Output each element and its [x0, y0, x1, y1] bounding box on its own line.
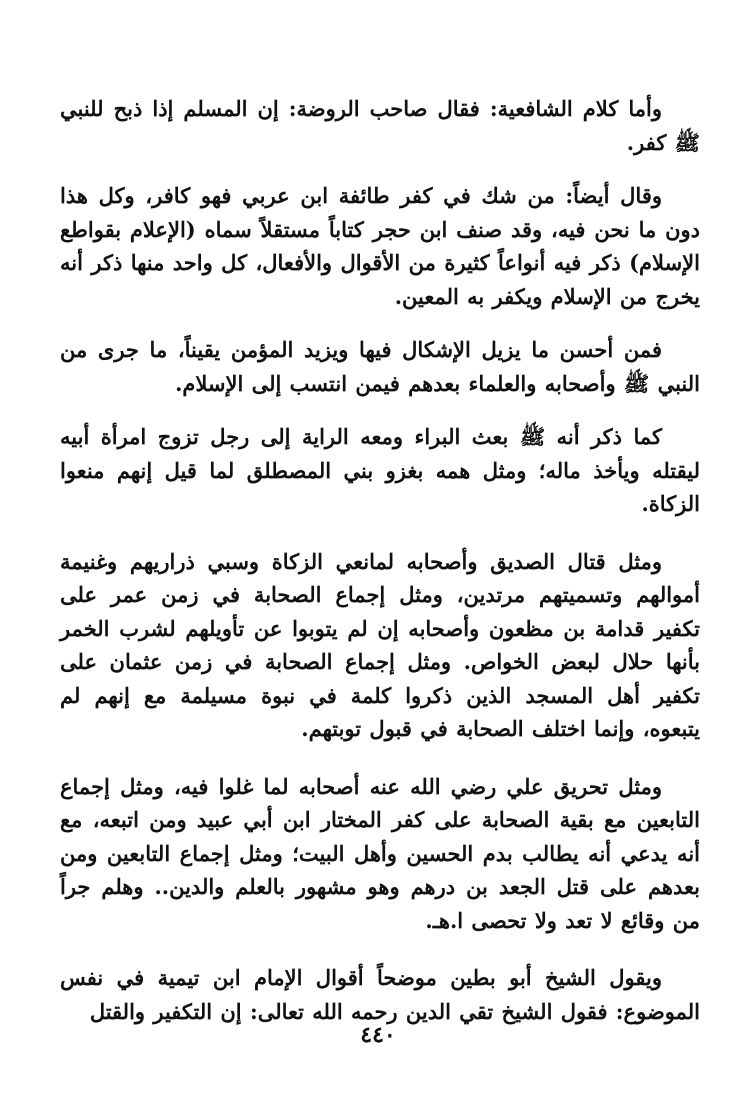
paragraph-ibn-arabi: وقال أيضاً: من شك في كفر طائفة ابن عربي فهو كافر، وكل هذا دون ما نحن فيه، وقد صنف ابن حجر كتاباً مستقلاً سماه (الإعلام بقواطع الإسلام) ذكر فيه أنواعاً كثيرة من الأقوال والأفعال، كل واحد منها ذكر أنه يخرج من الإسلام ويكفر به المعين. [60, 183, 700, 309]
paragraph-removing-confusion: فمن أحسن ما يزيل الإشكال فيها ويزيد المؤمن يقيناً، ما جرى من النبي ﷺ وأصحابه والعلماء بعدهم فيمن انتسب إلى الإسلام. [60, 337, 700, 396]
paragraph-shafii-statement: وأما كلام الشافعية: فقال صاحب الروضة: إن المسلم إذا ذبح للنبي ﷺ كفر. [60, 96, 700, 155]
document-body [60, 92, 700, 1028]
page-number: ٤٤٠ [360, 1022, 396, 1048]
paragraph-ali-burning: ومثل تحريق علي رضي الله عنه أصحابه لما غلوا فيه، ومثل إجماع التابعين مع بقية الصحابة على كفر المختار ابن أبي عبيد ومن اتبعه، مع أنه يدعي أنه يطالب بدم الحسين وأهل البيت؛ ومثل إجماع التابعين ومن بعدهم على قتل الجعد بن درهم وهو مشهور بالعلم والدين.. وهلم جراً من وقائع لا تعد ولا تحصى ا.هـ. [60, 773, 700, 933]
paragraph-bara-banner: كما ذكر أنه ﷺ بعث البراء ومعه الراية إلى رجل تزوج امرأة أبيه ليقتله ويأخذ ماله؛ ومثل همه بغزو بني المصطلق لما قيل إنهم منعوا الزكاة. [60, 424, 700, 516]
paragraph-abu-butayn: ويقول الشيخ أبو بطين موضحاً أقوال الإمام ابن تيمية في نفس الموضوع: فقول الشيخ تقي الدين رحمه الله تعالى: إن التكفير والقتل [60, 965, 700, 1024]
paragraph-siddiq-war: ومثل قتال الصديق وأصحابه لمانعي الزكاة وسبي ذراريهم وغنيمة أموالهم وتسميتهم مرتدين، ومثل إجماع الصحابة في زمن عمر على تكفير قدامة بن مظعون وأصحابه إن لم يتوبوا عن تأويلهم لشرب الخمر بأنها حلال لبعض الخواص. ومثل إجماع الصحابة في زمن عثمان على تكفير أهل المسجد الذين ذكروا كلمة في نبوة مسيلمة مع إنهم لم يتبعوه، وإنما اختلف الصحابة في قبول توبتهم. [60, 548, 700, 741]
